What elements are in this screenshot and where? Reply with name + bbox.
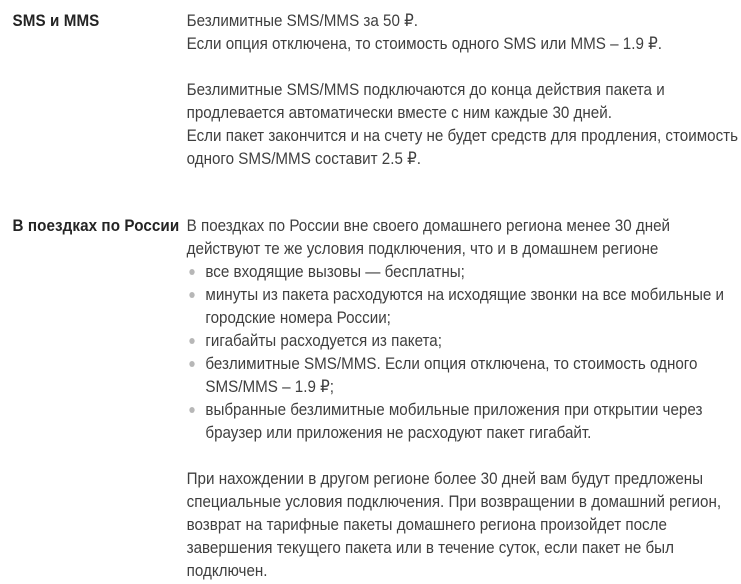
text-line: При нахождении в другом регионе более 30 дней вам будут предложены специальные условия подключения. При возвращении в домашний регион, возврат на тарифные пакеты домашнего региона произойдет после завершения текущего пакета или в течение суток, если пакет не был подключен. (186, 469, 722, 580)
list-item (187, 398, 741, 444)
list-item-text: выбранные безлимитные мобильные приложения при открытии через браузер или приложения не расходуют пакет гигабайт. (205, 400, 703, 442)
section-sms-mms (13, 9, 741, 170)
section-content-travel-russia (187, 214, 741, 582)
text-line: В поездках по России вне своего домашнего региона менее 30 дней действуют те же условия подключения, что и в домашнем регионе (186, 216, 671, 258)
text-line: Если пакет закончится и на счету не будет средств для продления, стоимость одного SMS/MMS составит 2.5 ₽. (186, 126, 739, 168)
section-label-travel-russia: В поездках по России (12, 216, 180, 235)
bullet-icon (189, 361, 194, 367)
bullet-icon (189, 407, 194, 413)
text-line: Безлимитные SMS/MMS за 50 ₽. (186, 11, 419, 30)
list-item-text: минуты из пакета расходуются на исходящие звонки на все мобильные и городские номера России; (205, 285, 725, 327)
list-item (187, 260, 741, 283)
list-item (187, 329, 741, 352)
bullet-icon (189, 338, 194, 344)
list-item (187, 283, 741, 329)
paragraph-travel-intro (187, 214, 741, 260)
section-travel-russia (13, 214, 741, 582)
bullet-icon (189, 269, 194, 275)
travel-conditions-list (187, 260, 741, 444)
list-item (187, 352, 741, 398)
section-content-sms-mms (187, 9, 741, 170)
text-line: Если опция отключена, то стоимость одного SMS или MMS – 1.9 ₽. (186, 34, 663, 53)
bullet-icon (189, 292, 194, 298)
list-item-text: гигабайты расходуется из пакета; (205, 331, 442, 350)
paragraph-sms-price (187, 9, 741, 55)
section-label-sms-mms: SMS и MMS (12, 11, 100, 30)
paragraph-other-region (187, 467, 741, 582)
paragraph-sms-renewal (187, 78, 741, 170)
text-line: Безлимитные SMS/MMS подключаются до конца действия пакета и продлевается автоматически вместе с ним каждые 30 дней. (186, 80, 665, 122)
list-item-text: безлимитные SMS/MMS. Если опция отключена, то стоимость одного SMS/MMS – 1.9 ₽; (205, 354, 698, 396)
list-item-text: все входящие вызовы — бесплатны; (205, 262, 465, 281)
